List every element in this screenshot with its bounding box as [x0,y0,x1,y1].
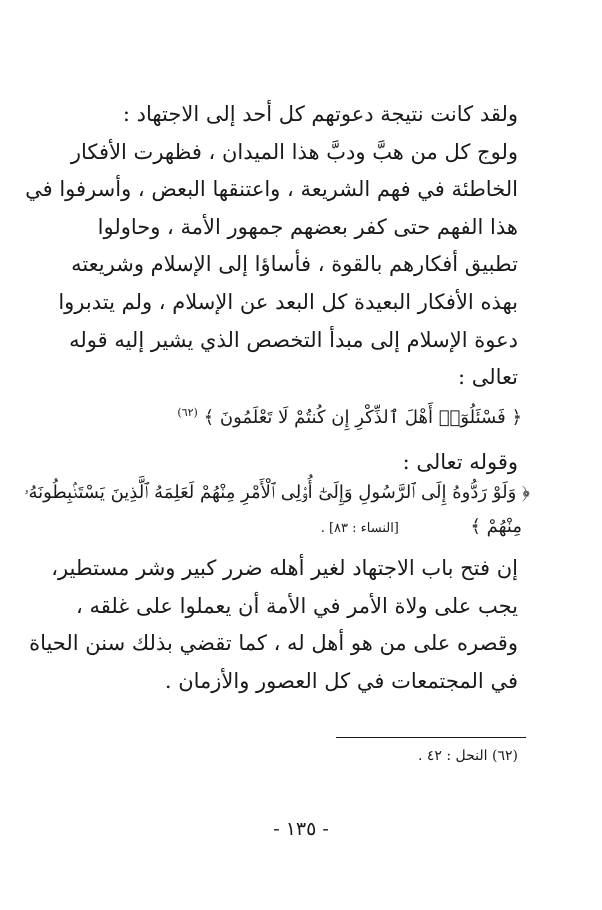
footnote-reference: (٦٢) [177,406,198,419]
verse-1 [72,406,522,428]
text-line: ولقد كانت نتيجة دعوتهم كل أحد إلى الاجتهاد : [122,102,518,126]
text-line: هذا الفهم حتى كفر بعضهم جمهور الأمة ، وحاولوا [97,214,518,239]
verse-open-bracket: ﴿ [511,407,522,428]
text-line: تطبيق أفكارهم بالقوة ، فأساؤا إلى الإسلام وشريعته [71,252,518,277]
verse-close-bracket: ﴾ [203,407,215,428]
text-line: وقصره على من هو أهل له ، كما تقضي بذلك سنن الحياة [29,631,518,656]
verse-text: وَلَوْ رَدُّوهُ إِلَى ٱلرَّسُولِ وَإِلَىٰٓ أُو۟لِى ٱلْأَمْرِ مِنْهُمْ لَعَلِمَهُ ٱلَّذِينَ يَسْتَنۢبِطُونَهُۥ [23,482,517,503]
text-line: بهذه الأفكار البعيدة كل البعد عن الإسلام ، ولم يتدبروا [58,289,518,314]
verse-text: مِنْهُمْ [486,516,522,537]
text-line: يجب على ولاة الأمر في الأمة أن يعملوا على غلقه ، [76,593,518,618]
footnote-text: النحل : ٤٢ . [417,748,488,764]
verse-2-line-2 [72,516,522,537]
text-line: إن فتح باب الاجتهاد لغير أهله ضرر كبير وشر مستطير، [51,556,518,580]
footnote-number: (٦٢) [492,748,518,764]
page-number: - ١٣٥ - [273,818,329,840]
verse-2-line-1 [23,482,530,503]
verse-citation: [النساء : ٨٣] . [320,521,399,536]
verse-text: فَسْئَلُوٓا۟ أَهْلَ ٱلذِّكْرِ إِن كُنتُمْ لَا تَعْلَمُونَ [219,407,506,428]
verse-2-intro [78,444,518,482]
text-line: الخاطئة في فهم الشريعة ، واعتنقها البعض ، وأسرفوا في [25,177,518,202]
text-line: دعوة الإسلام إلى مبدأ التخصص الذي يشير إليه قوله [69,327,518,352]
verse-open-bracket: ﴿ [522,482,530,503]
footnote [418,748,518,764]
text-line: تعالى : [457,365,518,390]
footnote-divider [336,737,526,738]
paragraph-1 [25,96,518,397]
paragraph-2 [29,550,518,700]
verse-close-bracket: ﴾ [470,516,481,537]
text-line: ولوج كل من هبَّ ودبَّ هذا الميدان ، فظهرت الأفكار [70,139,518,164]
text-line: وقوله تعالى : [402,450,518,474]
text-line: في المجتمعات في كل العصور والأزمان . [164,668,518,693]
